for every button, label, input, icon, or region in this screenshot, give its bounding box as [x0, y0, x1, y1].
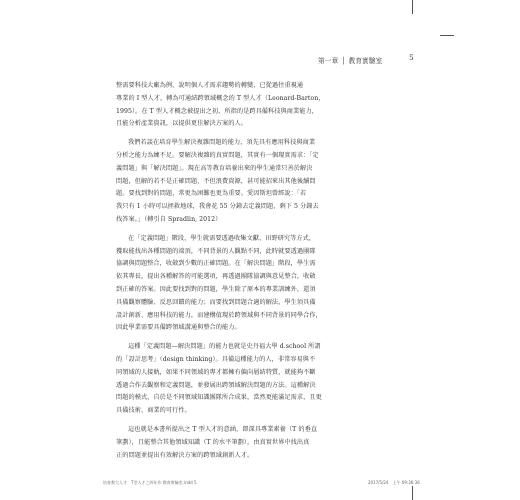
text-line: 找答案。」（轉引自 Spradlin, 2012）	[116, 215, 222, 223]
text-line: 問題的模式，自於是不同領域知識團隊所合成果，當然更能滿足需求，且更	[116, 394, 322, 402]
text-line: 的「設計思考」（design thinking）。具備這種能力的人，非常容易與不	[116, 355, 316, 363]
text-line: 且能分析產業資訊，以提供更佳解決方案的人。	[116, 120, 247, 128]
text-line: 依其專長，提出各種解答的可能選項，再透過團隊協調與意見整合，收斂	[116, 273, 316, 281]
text-line: 1995）。在 T 型人才概念被提出之初，所指的是跨具備科技與商業能力，	[116, 107, 318, 115]
text-line: 到正確的答案。因此要找到對的問題，學生除了原本的專業訓練外，還須	[116, 285, 316, 293]
text-line: 正的問題並提出有效解決方案的跨領域創新人才。	[116, 451, 254, 459]
text-line: 問題，但解的若不是正確問題，不但浪費資源，甚可能招來出其他後續問	[116, 177, 316, 185]
text-line: 透過合作去觀察和定義問題，並發展出跨領域解決問題的方法。這種解決	[116, 381, 316, 389]
text-line: 專業的 I 型人才，轉為可通結跨領域概念的 T 型人才（Leonard-Barton，	[116, 94, 325, 102]
text-line: 分析之能力為練不足。要解決複雜的真實問題，其實有一個現實需求：「定	[116, 151, 319, 159]
text-line: 義問題」與「解決問題」。現在高等教育培養出來的學生通常只善於解決	[116, 164, 313, 172]
text-line: 整需要科技大廠為例，說明個人才需求趨勢的轉變，已從過往重視通	[116, 82, 304, 89]
paragraph-2	[116, 137, 406, 227]
paragraph-5	[116, 424, 406, 462]
print-slug-filename: 培育教大人才：T型人才之四年作 教育實驗室.indd 5	[103, 480, 197, 485]
text-line: 同領域的人接軌，如果不同領域的專才都擁有偏向層結特質，就能夠不斷	[116, 368, 316, 376]
text-line: 具備技術、商業的可行性。	[116, 407, 191, 415]
section-label: 教育實驗室	[348, 57, 383, 65]
paragraph-1	[116, 80, 406, 131]
text-line: 這也就是本書所提出之 T 型人才的意涵，即深具專業素養（T 的垂直	[128, 425, 318, 433]
page-number: 5	[409, 53, 414, 62]
crop-mark-top	[412, 0, 413, 14]
text-line: 這種「定義問題—解決問題」的能力也就是史丹福大學 d.school 所謂	[128, 343, 321, 351]
text-line: 在「定義問題」階段，學生就需要透過收集文獻、田野研究等方式，	[128, 234, 316, 242]
chapter-label: 第一章	[318, 57, 339, 65]
running-head	[318, 55, 406, 65]
running-head-separator: │	[341, 57, 346, 65]
crop-mark-right	[440, 35, 454, 36]
paragraph-3	[116, 233, 406, 335]
body-text	[116, 80, 406, 468]
crop-mark-bottom	[412, 486, 413, 500]
text-line: 設計創新、應用科技的能力，而建構值現於跨領域與不同背景的同學合作，	[116, 311, 322, 319]
print-slug-timestamp: 2017/5/24 上午 09:36:36	[368, 480, 420, 485]
text-line: 因此學業需要具備跨領域溝通與整合的能力。	[116, 324, 241, 332]
text-line: 筆劃），且能整合其他領域知識（T 的水平筆劃），由真實世界中找出真	[116, 438, 310, 446]
text-line: 題。要找到對的問題，常更為困難也更為重要。愛因斯坦曾經說：「若	[116, 190, 307, 198]
text-line: 具備觀察體驗、反思回饋的能力；而要找到問題合適的解法，學生須具備	[116, 298, 316, 306]
paragraph-4	[116, 341, 406, 418]
text-line: 協調與問題整合，收斂到少數的正確問題。在「解決問題」階段，學生需	[116, 260, 316, 268]
text-line: 我只有 1 小時可以拯救地球，我會花 55 分鐘去定義問題，剩下 5 分鐘去	[116, 203, 319, 211]
text-line: 獲取能找出各種問題的端頂，不同背景的人觀點不同，此時就要透過團隊	[116, 247, 316, 255]
text-line: 我們若談在培育學生解決複雜問題的能力，須先具有應用科技與商業	[128, 139, 316, 147]
